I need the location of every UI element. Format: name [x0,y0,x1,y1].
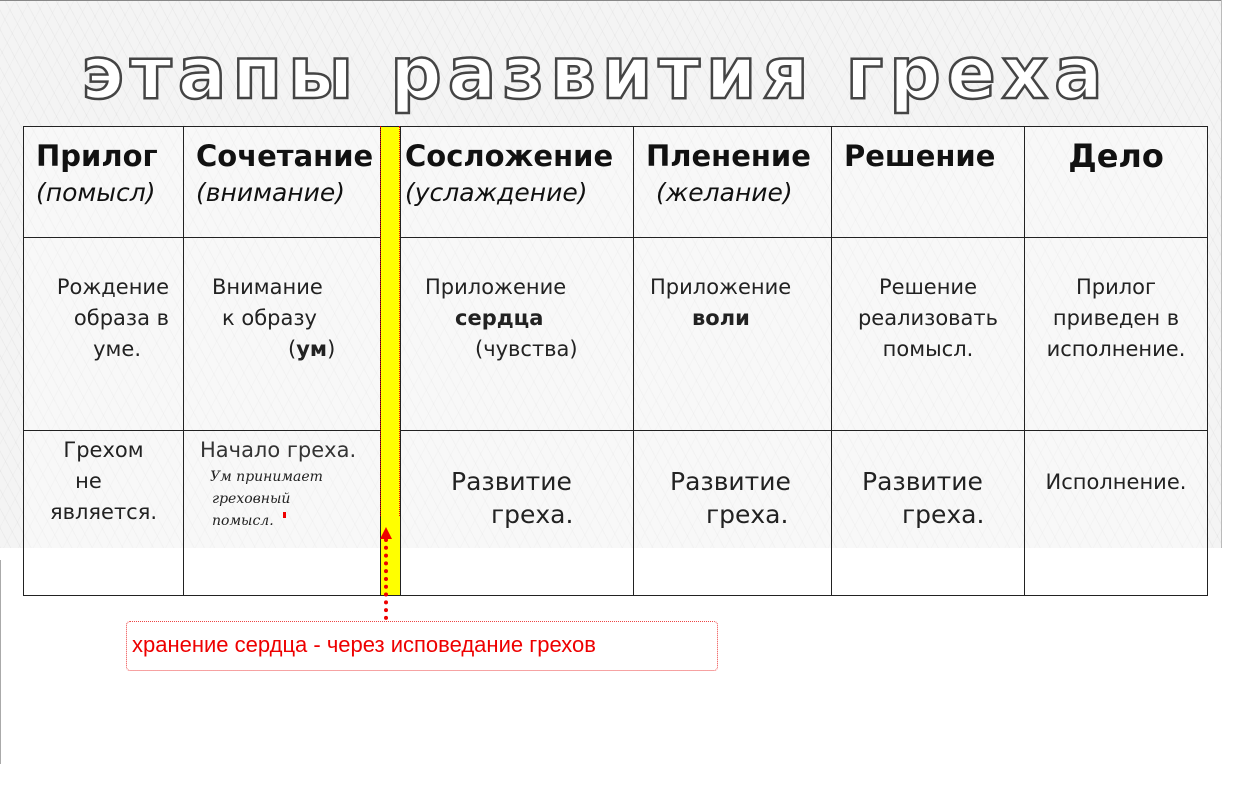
cell-line: греха. [491,500,574,529]
cell-line: Начало греха. [200,438,357,462]
header-cell-prilog [24,127,184,238]
cell-line: Развитие [451,467,572,496]
cell-sochetanie-status [184,431,381,596]
annotation-text: хранение сердца - через исповедание грехов [132,632,596,657]
cell-line: реализовать [857,306,999,330]
header-row [24,127,1208,238]
cell-plenenie-meaning [634,238,832,431]
left-border [0,560,1,764]
cell-prilog-status [24,431,184,596]
cell-line: исполнение. [1046,337,1186,361]
column-subtitle: (помысл) [36,178,156,207]
cell-plenenie-status [634,431,832,596]
cell-line: Прилог [1075,275,1157,299]
cell-line: (чувства) [475,337,578,361]
header-cell-reshenie [832,127,1025,238]
cell-line: помысл. [882,337,974,361]
cell-line: приведен в [1052,306,1180,330]
slide-title: этапы развития греха [81,31,1109,115]
column-title: Дело [1068,137,1164,175]
stages-table [23,126,1208,596]
column-title: Сочетание [196,139,374,173]
cell-line [212,334,380,365]
cell-line: Приложение [650,275,792,299]
column-title: Прилог [36,139,158,173]
annotation-callout [126,621,718,671]
meaning-row [24,238,1208,431]
sin-status-row [24,431,1208,596]
top-border [0,0,1222,1]
handwritten-note: помысл. [212,513,274,529]
cell-line: уме. [93,337,141,361]
cell-sochetanie-meaning [184,238,381,431]
cell-reshenie-meaning [832,238,1025,431]
cell-line: не [75,469,102,493]
column-title: Решение [844,139,996,173]
cell-line: Развитие [670,467,791,496]
cell-line: Приложение [425,275,567,299]
highlight-outline-left [380,126,381,516]
handwritten-note: Ум принимает [210,469,323,485]
header-cell-soslozhenie [401,127,634,238]
cell-line: Внимание [212,275,323,299]
column-title: Пленение [646,139,811,173]
cell-line: Рождение [56,275,169,299]
cell-prilog-meaning [24,238,184,431]
heart-guard-highlight [381,127,401,596]
cell-line: Решение [878,275,978,299]
cell-line: к образу [222,306,317,330]
cell-soslozhenie-meaning [401,238,634,431]
bold-word: воли [692,306,750,330]
bold-word: сердца [455,306,544,330]
header-cell-plenenie [634,127,832,238]
paren: ( [288,337,297,361]
paren: ) [327,337,336,361]
cell-delo-status [1025,431,1208,596]
cell-line [650,303,831,334]
cell-line: греха. [706,500,789,529]
right-border [1221,0,1222,548]
arrow-shaft [384,538,388,620]
cell-line: является. [49,500,158,524]
header-cell-delo [1025,127,1208,238]
cell-line [425,303,633,334]
bold-word: ум [296,337,328,361]
cell-soslozhenie-status [401,431,634,596]
column-subtitle: (внимание) [196,178,345,207]
cell-line: Развитие [862,467,983,496]
cell-line: Исполнение. [1045,470,1187,494]
cell-line: Грехом [63,438,144,462]
handwritten-note: греховный [212,491,291,507]
column-subtitle: (услаждение) [405,178,588,207]
red-mark [283,512,286,518]
cell-delo-meaning [1025,238,1208,431]
cell-line: греха. [902,500,985,529]
cell-line: образа в [73,306,169,330]
header-cell-sochetanie [184,127,381,238]
column-title: Сосложение [405,139,614,173]
cell-reshenie-status [832,431,1025,596]
column-subtitle: (желание) [656,178,793,207]
highlight-outline-right [399,126,400,516]
